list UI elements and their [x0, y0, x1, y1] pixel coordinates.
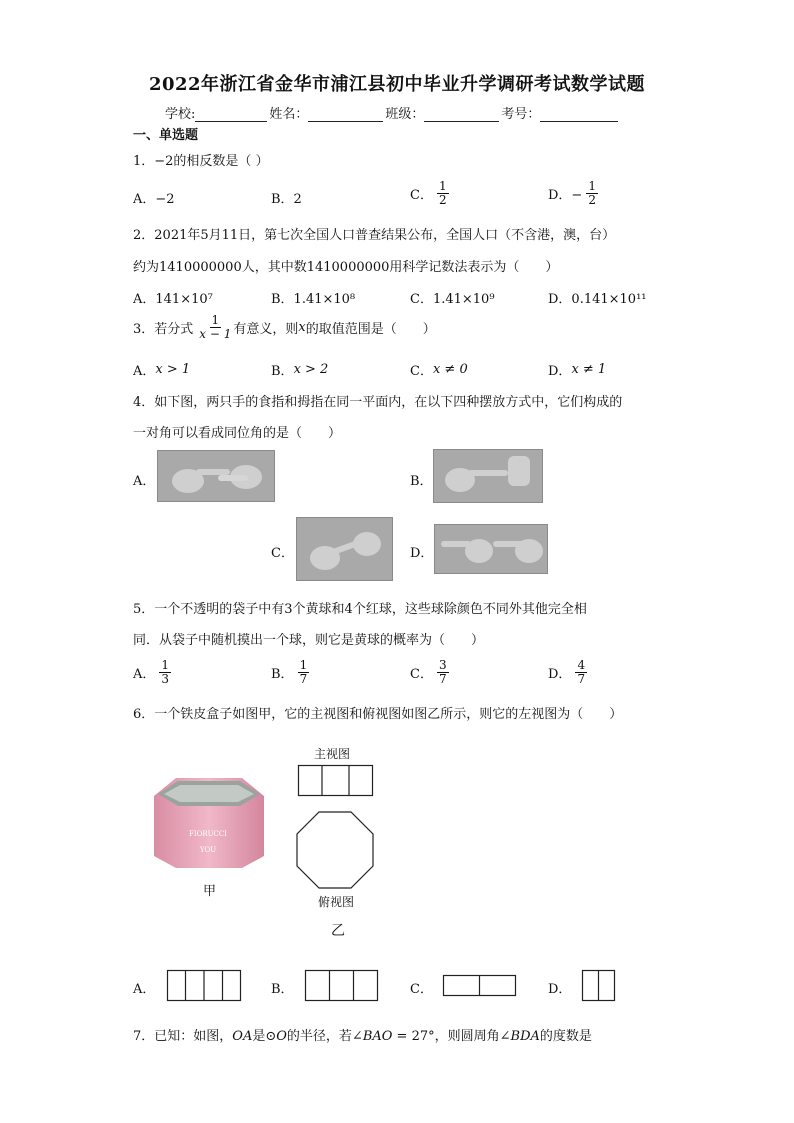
- q2-line1: 2．2021年5月11日，第七次全国人口普查结果公布，全国人口（不含港，澳，台）: [133, 228, 616, 243]
- q4-option-b-label[interactable]: B．: [410, 474, 433, 489]
- class-field: [385, 103, 501, 122]
- school-label: 学校:: [165, 107, 196, 122]
- class-blank[interactable]: [424, 109, 499, 122]
- q1-option-b[interactable]: B．2: [271, 192, 302, 207]
- name-label: 姓名：: [269, 107, 309, 122]
- front-view-caption: 主视图: [314, 747, 351, 761]
- q6-option-d-label[interactable]: D．: [548, 982, 572, 997]
- q5-option-b[interactable]: B． $\frac{1}{7}$: [271, 658, 308, 686]
- name-blank[interactable]: [308, 109, 383, 122]
- q3-option-a[interactable]: A． x > 1: [133, 362, 191, 379]
- q4-option-c-hands-photo[interactable]: [296, 517, 393, 581]
- q2-line2: 约为1410000000人，其中数1410000000用科学记数法表示为（ ）: [133, 260, 559, 275]
- q4-option-d-hands-photo[interactable]: [434, 524, 548, 574]
- q3-stem: 3．若分式 $\frac{1}{x - 1}$ 有意义，则 x 的取值范围是（ ）: [133, 313, 436, 341]
- q4-option-c-label[interactable]: C．: [271, 546, 294, 561]
- q3-option-d[interactable]: D． x ≠ 1: [548, 362, 607, 379]
- q6-option-b-label[interactable]: B．: [271, 982, 294, 997]
- page-title: 2022年浙江省金华市浦江县初中毕业升学调研考试数学试题: [148, 74, 646, 95]
- figure-yi-label: 乙: [331, 923, 345, 939]
- number-blank[interactable]: [540, 109, 618, 122]
- svg-text:YOU: YOU: [199, 846, 217, 854]
- q1-option-c-label: C．: [410, 188, 433, 203]
- q6-option-b-figure[interactable]: [305, 970, 381, 1002]
- hands-icon: [158, 451, 274, 501]
- q7-stem: 7．已知：如图，OA是⊙O的半径，若∠BAO = 27°，则圆周角∠BDA的度数是: [133, 1029, 592, 1044]
- q3-option-b[interactable]: B． x > 2: [271, 362, 329, 379]
- q5-line1: 5．一个不透明的袋子中有3个黄球和4个红球，这些球除颜色不同外其他完全相: [133, 602, 587, 617]
- q1-option-d[interactable]: [548, 180, 598, 207]
- q1-d-fraction: $\frac{1}{2}$: [588, 179, 596, 207]
- q2-option-d[interactable]: D．0.141×10¹¹: [548, 292, 647, 307]
- q6-stem: 6．一个铁皮盒子如图甲，它的主视图和俯视图如图乙所示，则它的左视图为（ ）: [133, 707, 623, 722]
- q3-fraction: $\frac{1}{x - 1}$: [199, 313, 232, 341]
- q3-option-c[interactable]: C． x ≠ 0: [410, 362, 468, 379]
- q4-line1: 4．如下图，两只手的食指和拇指在同一平面内，在以下四种摆放方式中，它们构成的: [133, 395, 623, 410]
- q5-line2: 同．从袋子中随机摸出一个球，则它是黄球的概率为（ ）: [133, 633, 485, 648]
- q6-option-c-label[interactable]: C．: [410, 982, 433, 997]
- front-view-figure: [298, 765, 374, 797]
- student-info-row: [165, 103, 620, 122]
- tin-box-photo: [148, 772, 270, 872]
- number-label: 考号：: [501, 107, 541, 122]
- hands-icon: [297, 518, 392, 580]
- q4-option-a-hands-photo[interactable]: [157, 450, 275, 502]
- q2-option-a[interactable]: A．141×10⁷: [133, 292, 213, 307]
- number-field: [501, 103, 620, 122]
- name-field: [269, 103, 385, 122]
- hands-icon: [434, 450, 542, 502]
- figure-jia-label: 甲: [203, 884, 217, 899]
- top-view-octagon-figure: [296, 811, 374, 889]
- school-blank[interactable]: [195, 109, 267, 122]
- q4-option-b-hands-photo[interactable]: [433, 449, 543, 503]
- q1-option-a[interactable]: A．−2: [133, 192, 175, 207]
- q6-option-d-figure[interactable]: [582, 970, 616, 1002]
- q5-option-a[interactable]: A． $\frac{1}{3}$: [133, 658, 170, 686]
- top-view-caption: 俯视图: [318, 895, 355, 909]
- svg-text:FIORUCCI: FIORUCCI: [188, 830, 228, 838]
- q5-option-d[interactable]: D． $\frac{4}{7}$: [548, 658, 586, 686]
- q6-option-c-figure[interactable]: [443, 975, 517, 997]
- q1-option-c[interactable]: [410, 180, 449, 207]
- q4-line2: 一对角可以看成同位角的是（ ）: [133, 426, 342, 441]
- q6-option-a-label[interactable]: A．: [133, 982, 156, 997]
- q1-stem: 1．−2的相反数是（ ）: [133, 154, 269, 169]
- q2-option-b[interactable]: B．1.41×10⁸: [271, 292, 356, 307]
- hands-icon: [435, 525, 547, 573]
- q6-option-a-figure[interactable]: [167, 970, 243, 1002]
- q5-option-c[interactable]: C． $\frac{3}{7}$: [410, 658, 447, 686]
- q4-option-a-label[interactable]: A．: [133, 474, 156, 489]
- q4-option-d-label[interactable]: D．: [410, 546, 434, 561]
- q1-option-d-label: D．−: [548, 188, 583, 203]
- school-field: [165, 103, 269, 122]
- q2-option-c[interactable]: C．1.41×10⁹: [410, 292, 495, 307]
- class-label: 班级：: [385, 107, 425, 122]
- q1-c-fraction: $\frac{1}{2}$: [438, 179, 447, 207]
- section-heading: 一、单选题: [133, 128, 199, 143]
